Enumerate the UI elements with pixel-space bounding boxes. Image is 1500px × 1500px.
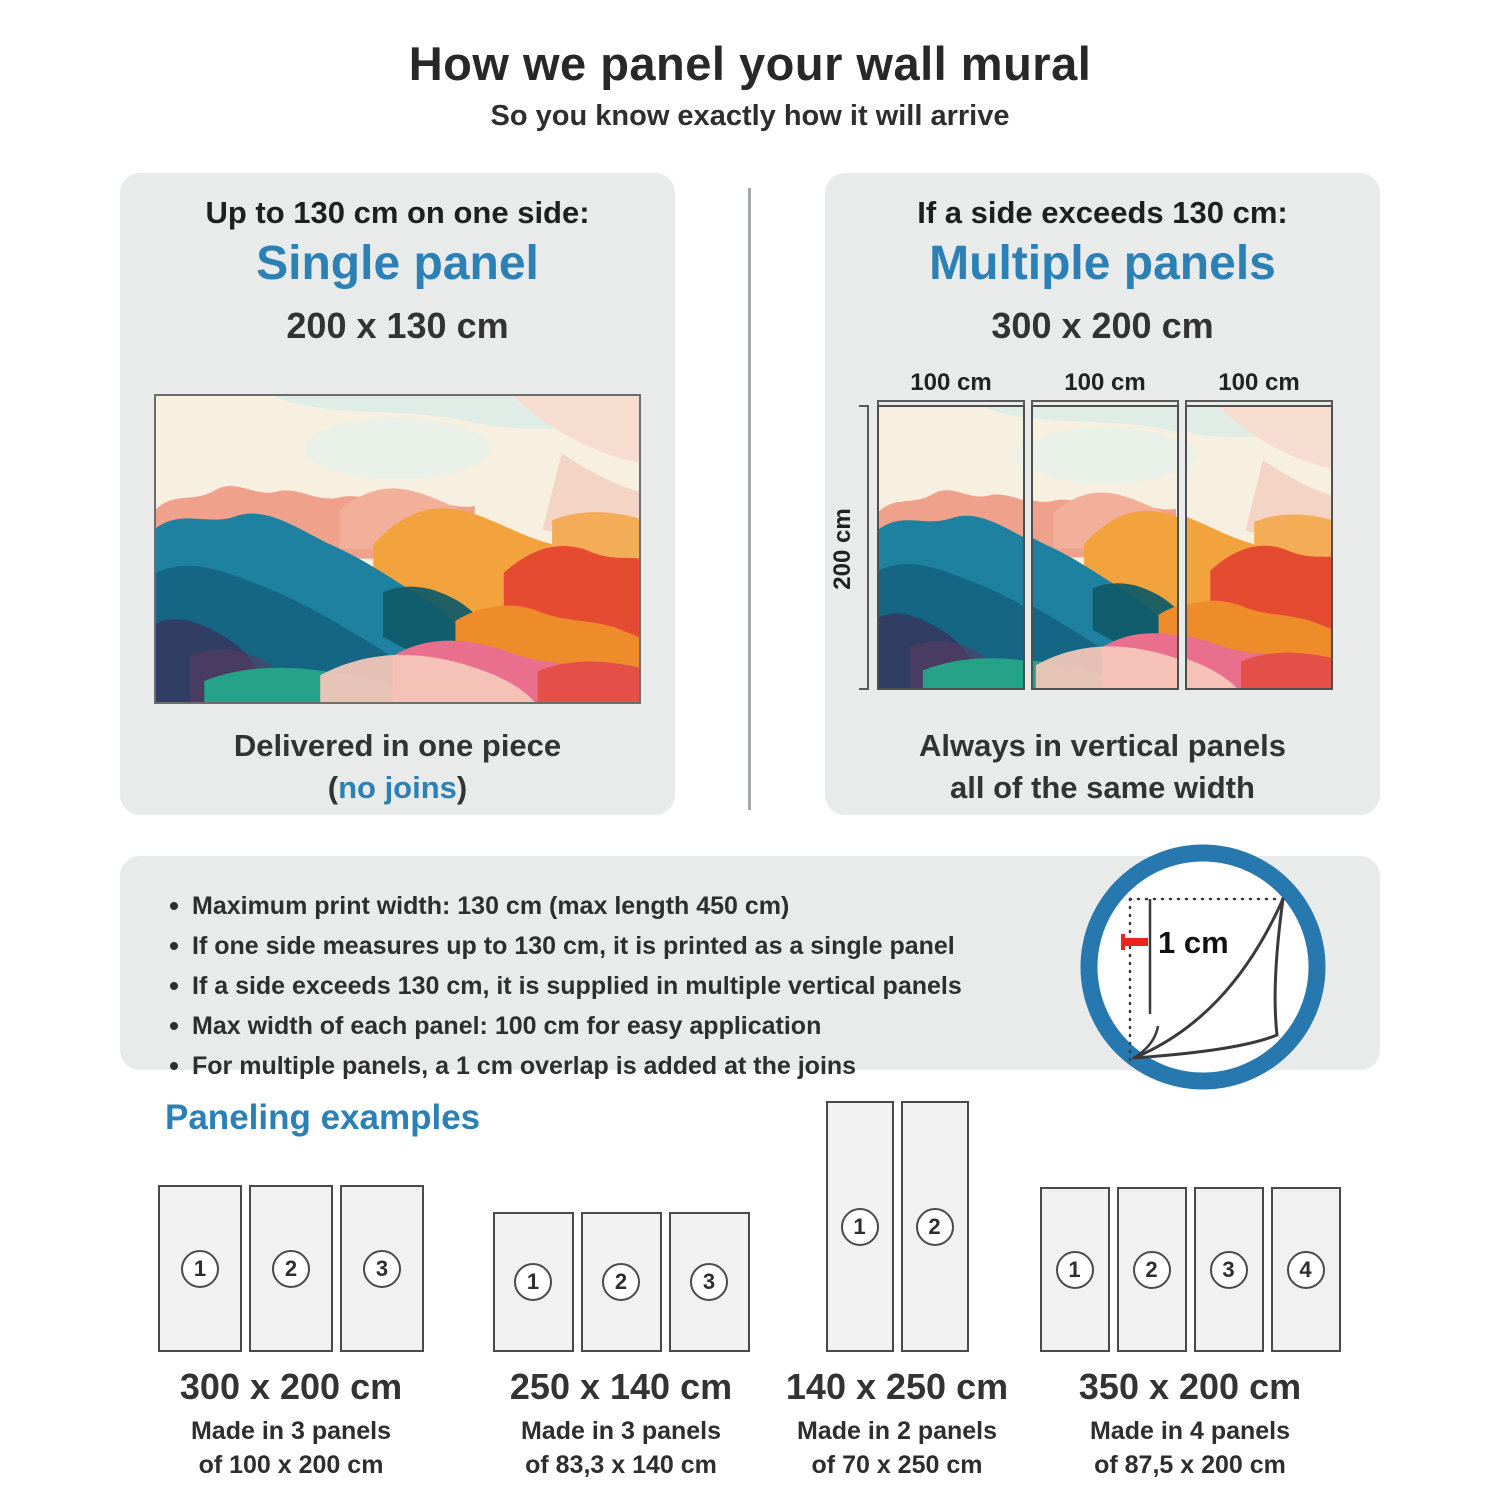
width-measure-1 (877, 369, 1025, 410)
mural-panels (877, 405, 1333, 690)
caption-paren-open: ( (327, 770, 339, 805)
panel-number-badge: 3 (363, 1250, 401, 1288)
panel-diagram (1194, 1187, 1264, 1352)
multiple-panels-size: 300 x 200 cm (991, 305, 1214, 346)
example-size: 250 x 140 cm (509, 1366, 733, 1407)
panel-diagram (581, 1212, 662, 1352)
panel-diagram (158, 1185, 242, 1352)
caption-paren-close: ) (456, 770, 468, 805)
example-size: 300 x 200 cm (179, 1366, 403, 1407)
example-size: 350 x 200 cm (1078, 1366, 1302, 1407)
panel-diagram (1271, 1187, 1341, 1352)
single-caption-line1: Delivered in one piece (233, 728, 562, 763)
panel-number-badge: 2 (602, 1263, 640, 1301)
single-panel-type: Single panel (256, 237, 539, 290)
single-panel-size: 200 x 130 cm (286, 305, 509, 346)
single-panel-caption (120, 725, 675, 809)
example-description (140, 1414, 442, 1482)
examples-heading: Paneling examples (165, 1098, 481, 1137)
width-measure-3 (1185, 369, 1333, 410)
overlap-icon (1078, 842, 1328, 1092)
panel-number-badge: 3 (690, 1263, 728, 1301)
overlap-label: 1 cm (1158, 925, 1229, 960)
multi-caption-line2: all of the same width (950, 770, 1255, 805)
multiple-panels-condition: If a side exceeds 130 cm: (917, 195, 1288, 230)
width-measure-2 (1031, 369, 1179, 410)
panel-diagram (669, 1212, 750, 1352)
panel-number-badge: 1 (181, 1250, 219, 1288)
panel-number-badge: 2 (1133, 1251, 1171, 1289)
example-description (770, 1414, 1024, 1482)
mural-panel-1 (877, 405, 1025, 690)
panel-number-badge: 1 (514, 1263, 552, 1301)
mural-image-single (154, 394, 641, 704)
panel-diagram (901, 1101, 969, 1352)
page-title: How we panel your wall mural (408, 37, 1092, 90)
example-description (468, 1414, 774, 1482)
example-desc-line1: Made in 3 panels (520, 1417, 722, 1445)
width-label-2: 100 cm (1064, 369, 1146, 396)
width-label-3: 100 cm (1218, 369, 1300, 396)
single-panel-condition: Up to 130 cm on one side: (205, 195, 590, 230)
example-140x250 (770, 1102, 1024, 1482)
example-desc-line2: of 83,3 x 140 cm (525, 1451, 717, 1479)
example-desc-line2: of 100 x 200 cm (198, 1451, 384, 1479)
panel-number-badge: 4 (1287, 1251, 1325, 1289)
example-desc-line1: Made in 2 panels (796, 1417, 998, 1445)
panel-diagram (340, 1185, 424, 1352)
example-panels (770, 1102, 1024, 1352)
info-bullet-5: For multiple panels, a 1 cm overlap is added at the joins (164, 1046, 1084, 1086)
multi-caption-line1: Always in vertical panels (918, 728, 1286, 763)
single-panel-card (120, 173, 675, 815)
example-250x140 (468, 1102, 774, 1482)
info-bullet-2: If one side measures up to 130 cm, it is printed as a single panel (164, 926, 1084, 966)
panel-number-badge: 1 (1056, 1251, 1094, 1289)
multiple-panels-type: Multiple panels (929, 237, 1276, 290)
caption-highlight: no joins (338, 770, 457, 805)
info-bullet-3: If a side exceeds 130 cm, it is supplied in multiple vertical panels (164, 966, 1084, 1006)
example-desc-line1: Made in 3 panels (190, 1417, 392, 1445)
example-description (1028, 1414, 1352, 1482)
page-subtitle: So you know exactly how it will arrive (490, 100, 1010, 132)
example-300x200 (140, 1102, 442, 1482)
info-bullet-list (164, 886, 1084, 1086)
info-bullet-1: Maximum print width: 130 cm (max length 450 cm) (164, 886, 1084, 926)
example-desc-line2: of 70 x 250 cm (811, 1451, 983, 1479)
panel-number-badge: 3 (1210, 1251, 1248, 1289)
panel-number-badge: 2 (916, 1208, 954, 1246)
example-desc-line1: Made in 4 panels (1089, 1417, 1291, 1445)
panel-diagram (826, 1101, 894, 1352)
height-bracket (859, 405, 869, 690)
width-label-1: 100 cm (910, 369, 992, 396)
mural-panel-2 (1031, 405, 1179, 690)
mural-panel-3 (1185, 405, 1333, 690)
panel-diagram (249, 1185, 333, 1352)
example-size: 140 x 250 cm (785, 1366, 1009, 1407)
example-panels (1028, 1102, 1352, 1352)
multiple-panels-caption (825, 725, 1380, 809)
example-panels (140, 1102, 442, 1352)
info-bullet-4: Max width of each panel: 100 cm for easy application (164, 1006, 1084, 1046)
multiple-panels-card (825, 173, 1380, 815)
example-desc-line2: of 87,5 x 200 cm (1094, 1451, 1286, 1479)
card-divider (748, 188, 751, 810)
panel-diagram (493, 1212, 574, 1352)
panel-diagram (1117, 1187, 1187, 1352)
panel-number-badge: 2 (272, 1250, 310, 1288)
example-350x200 (1028, 1102, 1352, 1482)
panel-number-badge: 1 (841, 1208, 879, 1246)
panel-diagram (1040, 1187, 1110, 1352)
example-panels (468, 1102, 774, 1352)
height-label: 200 cm (829, 508, 856, 590)
width-measurements (877, 369, 1333, 410)
